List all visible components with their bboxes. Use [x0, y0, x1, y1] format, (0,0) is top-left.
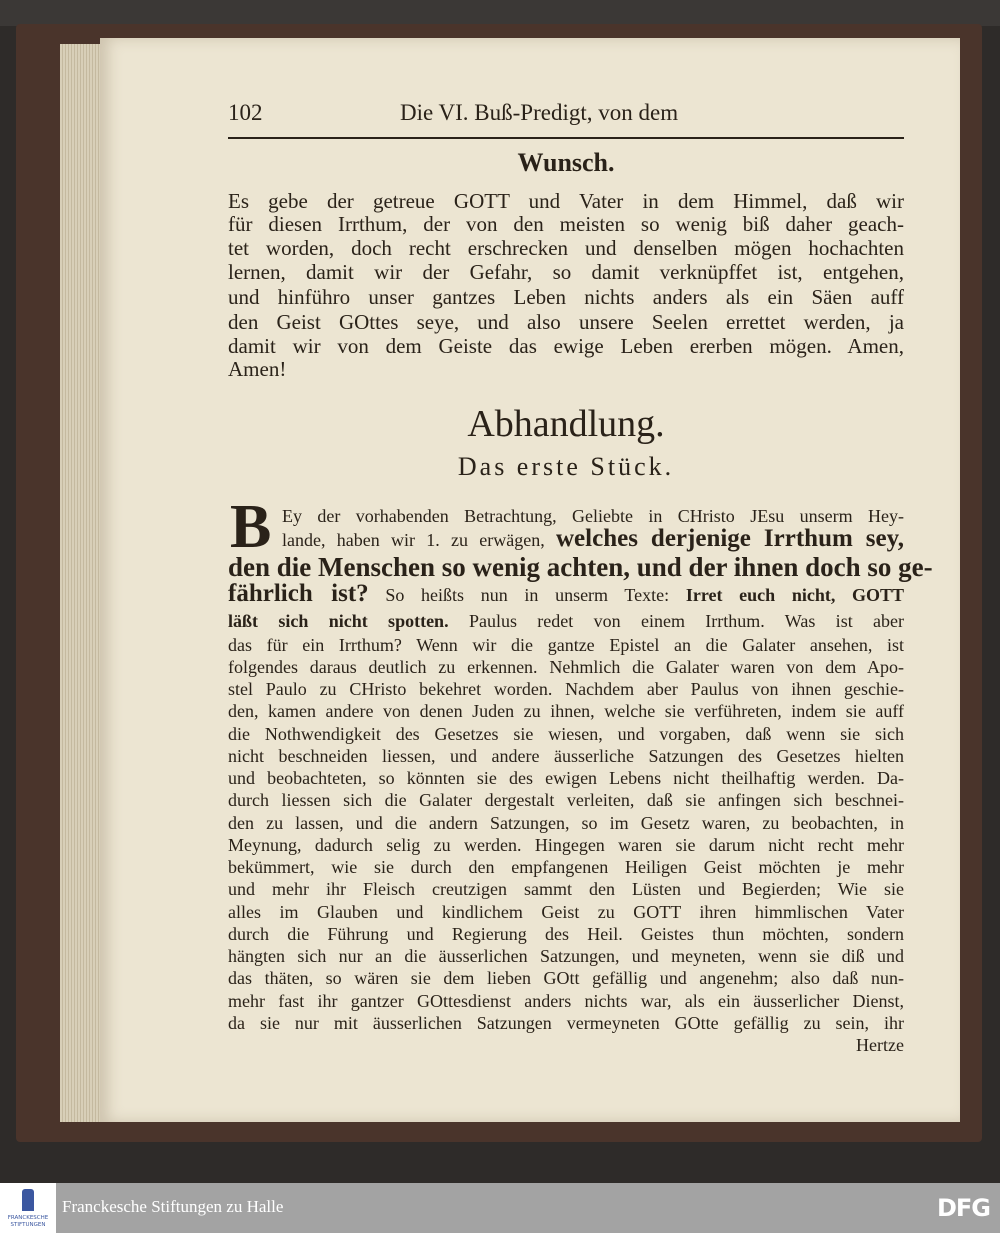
viewer-background: [0, 0, 1000, 26]
emphasis-text: welches derjenige Irrthum sey,: [556, 525, 905, 552]
statue-icon: [22, 1189, 34, 1211]
body-line: durch die Führung und Regierung des Heil. Geistes thun möchten, sondern: [228, 924, 904, 944]
header-rule: [228, 137, 904, 139]
dfg-logo[interactable]: DFG: [936, 1194, 990, 1222]
running-title: Die VI. Buß-Predigt, von dem: [400, 100, 679, 125]
logo-text: FRANCKESCHE STIFTUNGEN: [7, 1215, 49, 1228]
body-line: [282, 525, 905, 552]
body-line: den zu lassen, und die andern Satzungen, so im Gesetz waren, zu beobachten, in: [228, 813, 904, 833]
body-line: den, kamen andere von denen Juden zu ihnen, welche sie verführeten, indem sie auff: [228, 701, 904, 721]
catchword: Hertze: [856, 1035, 904, 1055]
scripture-quote: läßt sich nicht spotten.: [228, 611, 449, 631]
page-edges: [60, 44, 104, 1122]
running-header: [228, 100, 904, 130]
body-line: die Nothwendigkeit des Gesetzes sie wiesen, und vorgaben, daß wenn sie sich: [228, 724, 904, 744]
body-line: das thäten, so wären sie dem lieben GOtt gefällig und angenehm; also daß nun-: [228, 968, 904, 988]
body-line: [228, 610, 904, 632]
drop-cap: B: [230, 493, 272, 561]
body-line: und mehr ihr Fleisch creutzigen sammt den Lüsten und Begierden; Wie sie: [228, 879, 904, 899]
wunsch-line: Amen!: [228, 357, 287, 381]
footer-bar: [0, 1183, 1000, 1233]
body-line: hängten sich nur an die äusserlichen Satzungen, und meyneten, wenn sie diß und: [228, 946, 904, 966]
wunsch-line: lernen, damit wir der Gefahr, so damit verknüpffet ist, entgehen,: [228, 260, 904, 284]
body-line: durch liessen sich die Galater dergestalt verleiten, daß sie anfingen sich beschnei-: [228, 790, 904, 810]
wunsch-line: Es gebe der getreue GOTT und Vater in dem Himmel, daß wir: [228, 189, 904, 213]
wunsch-heading: Wunsch.: [517, 148, 615, 177]
text-segment: lande, haben wir 1. zu erwägen,: [282, 530, 545, 550]
section-title: Abhandlung.: [467, 403, 665, 445]
body-line: Meynung, dadurch selig zu werden. Hingegen waren sie darum nicht recht mehr: [228, 835, 904, 855]
wunsch-line: und hinführo unser gantzes Leben nichts anders als ein Säen auff: [228, 285, 904, 309]
body-line: mehr fast ihr gantzer GOttesdienst anders nichts war, als ein äusserlicher Dienst,: [228, 991, 904, 1011]
body-line: da sie nur mit äusserlichen Satzungen vermeyneten GOtte gefällig zu sein, ihr: [228, 1013, 904, 1033]
institution-logo[interactable]: [0, 1183, 56, 1233]
emphasis-line: den die Menschen so wenig achten, und der ihnen doch so ge-: [228, 552, 933, 582]
body-line: das für ein Irrthum? Wenn wir die gantze Epistel an die Galater ansehen, ist: [228, 635, 904, 655]
wunsch-line: tet worden, doch recht erschrecken und denselben mögen hochachten: [228, 236, 904, 260]
body-line: [228, 580, 905, 607]
page-number: 102: [228, 100, 263, 125]
body-line: alles im Glauben und kindlichem Geist zu GOTT ihren himmlischen Vater: [228, 902, 904, 922]
wunsch-line: den Geist GOttes seye, und also unsere Seelen errettet werden, ja: [228, 310, 904, 334]
wunsch-line: für diesen Irrthum, der von den meisten so wenig biß daher geach-: [228, 212, 904, 236]
text-segment: Paulus redet von einem Irrthum. Was ist aber: [468, 611, 905, 631]
body-line: und beobachteten, so könnten sie des ewigen Lebens nicht theilhaftig werden. Da-: [228, 768, 904, 788]
body-line: stel Paulo zu CHristo bekehret worden. Nachdem aber Paulus von ihnen geschie-: [228, 679, 904, 699]
institution-name[interactable]: Franckesche Stiftungen zu Halle: [62, 1197, 284, 1216]
body-line: folgendes daraus deutlich zu erkennen. Nehmlich die Galater waren von dem Apo-: [228, 657, 904, 677]
body-line: bekümmert, wie sie durch den empfangenen Heiligen Geist möchten je mehr: [228, 857, 904, 877]
section-subtitle: Das erste Stück.: [457, 452, 675, 481]
scripture-quote: Irret euch nicht, GOTT: [685, 585, 905, 605]
emphasis-text: fährlich ist?: [228, 580, 369, 607]
body-line: nicht beschneiden liessen, und andere äusserliche Satzungen des Gesetzes hielten: [228, 746, 904, 766]
body-line: Ey der vorhabenden Betrachtung, Geliebte in CHristo JEsu unserm Hey-: [282, 506, 904, 526]
wunsch-line: damit wir von dem Geiste das ewige Leben ererben mögen. Amen,: [228, 334, 904, 358]
text-segment: So heißts nun in unserm Texte:: [385, 585, 670, 605]
